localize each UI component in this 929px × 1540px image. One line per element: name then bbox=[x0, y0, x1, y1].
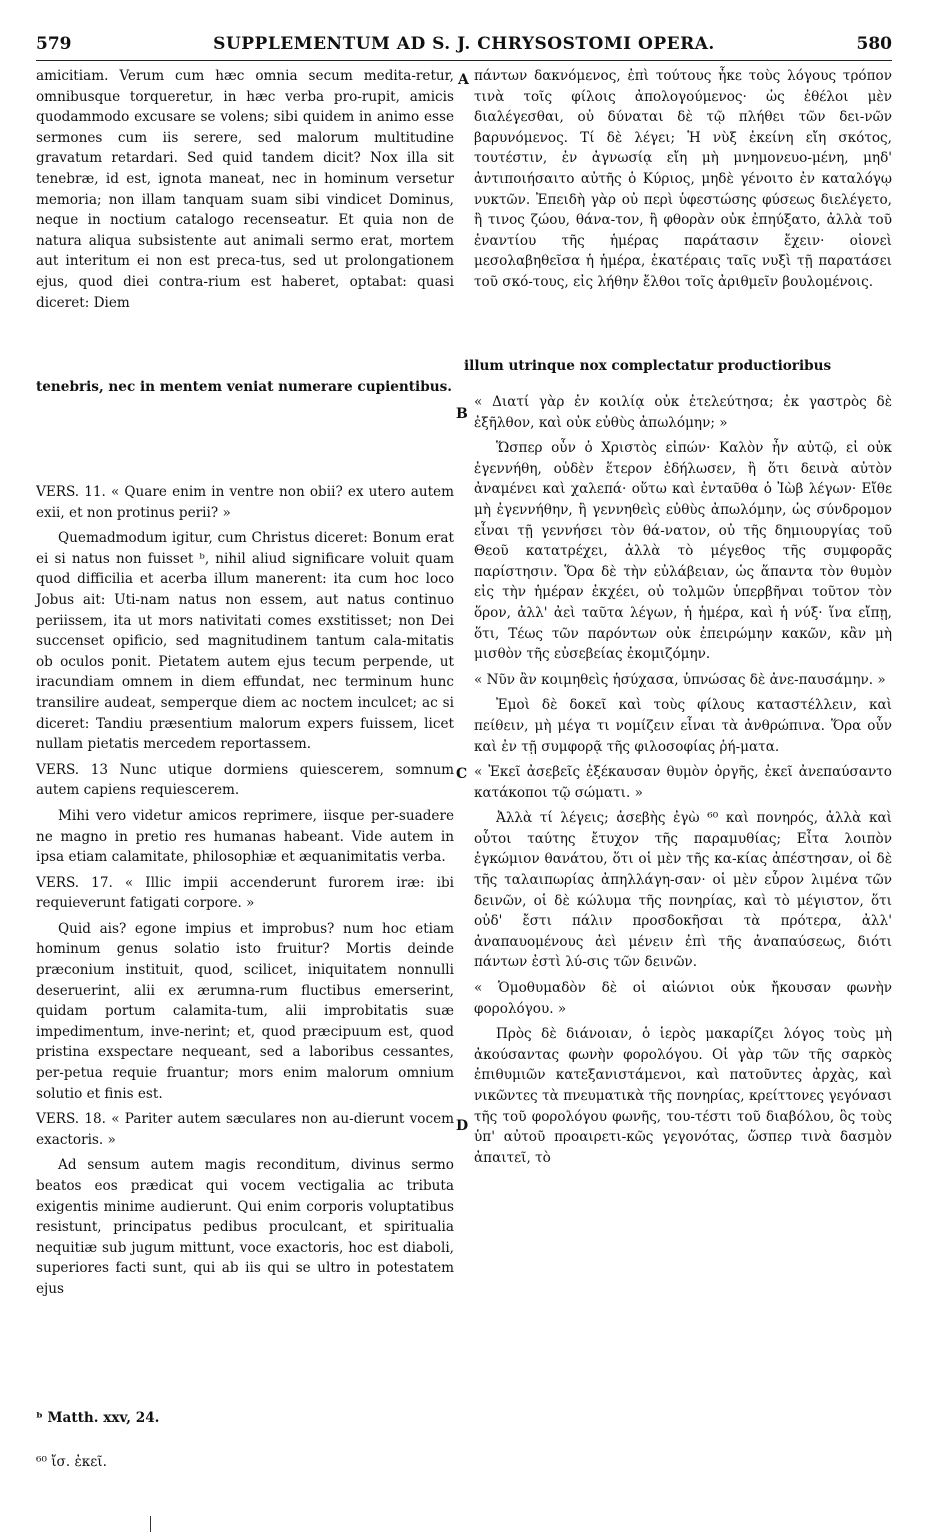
latin-paragraph: Mihi vero videtur amicos reprimere, iisque per-suadere ne magno in pretio res humanas habeant. Vide autem in ipsa etiam calamitate, philosophiæ et æquanimitatis verba. bbox=[36, 807, 454, 866]
latin-verse: VERS. 13 Nunc utique dormiens quiescerem, somnum autem capiens requiescerem. bbox=[36, 761, 454, 799]
greek-verse: « Ὁμοθυμαδὸν δὲ οἱ αἰώνιοι οὐκ ἤκουσαν φωνὴν φορολόγου. » bbox=[474, 980, 892, 1017]
latin-verse: VERS. 18. « Pariter autem sæculares non au-dierunt vocem exactoris. » bbox=[36, 1111, 454, 1148]
bottom-mark bbox=[150, 1516, 151, 1532]
margin-letter-c: C bbox=[456, 766, 468, 782]
latin-verse: VERS. 11. « Quare enim in ventre non obii? ex utero autem exii, et non protinus perii? » bbox=[36, 484, 454, 521]
latin-paragraph: Quid ais? egone impius et improbus? num hoc etiam hominum genus solatio isto fruitur? Mortis deinde præconium instituit, quod, scilicet, iniquitatem nonnulli deseruerint, alii ex ærumna-rum fluctibus emerserint, quidam portum calamita-tum, alii improbitatis suæ impedimentum, inve-nerint; et, quod præcipuum est, quod pristina exspectare nequeant, sed a laboribus cessantes, per-petua requie fruantur; mors enim malorum omnium solutio et finis est. bbox=[36, 920, 454, 1102]
greek-column bbox=[474, 66, 892, 1173]
greek-paragraph: Ἀλλὰ τί λέγεις; ἀσεβὴς ἐγὼ ⁶⁰ καὶ πονηρός, ἀλλὰ καὶ οὗτοι ταύτης ἔτυχον τῆς παραμυθίας; Εἶτα λοιπὸν ἐγκώμιον θανάτου, ὅτι οἱ μὲν τῆς κα-κίας ἀπέστησαν, οἱ δὲ τῆς ταλαιπωρίας ἀπηλλάγη-σαν· οἱ μὲν εὗρον λιμένα τῶν δεινῶν, οἱ δὲ κώλυμα τῆς πονηρίας, καὶ τὸ μέγιστον, ὅτι οὐδ' ἔστι πάλιν προσδοκῆσαι τὰ πρότερα, ἀλλ' ἀναπαυομένους ἀεὶ μένειν ἐπὶ τῆς ἀναπαύσεως, διότι πάντων ἐστὶ λύ-σις τῶν δεινῶν. bbox=[474, 810, 892, 971]
latin-paragraph: Ad sensum autem magis reconditum, divinus sermo beatos eos prædicat qui vocem vectigalia ac tributa exigentis minime audierunt. Qui enim corporis voluptatibus resistunt, principatus pedibus proculcant, et spiritualia nequitiæ sub jugum mittunt, voce exactoris, hoc est diaboli, superiores facti sunt, qui ab iis qui se ultro in potestatem ejus bbox=[36, 1157, 454, 1297]
spanning-line-next: tenebris, nec in mentem veniat numerare cupientibus. bbox=[36, 379, 452, 395]
footnote-60: ⁶⁰ ἴσ. ἐκεῖ. bbox=[36, 1454, 107, 1470]
latin-paragraph: Quemadmodum igitur, cum Christus diceret: Bonum erat ei si natus non fuisset ᵇ, nihil aliud significare voluit quam quod difficilia et acerba illum manerent: ita cum hoc loco Jobus ait: Uti-nam natus non essem, aut natus continuo periissem, ita ut mors nativitati comes exstitisset; non Dei succenset opificio, sed magnitudinem tantum cala-mitatis ob oculos ponit. Pietatem autem ejus tecum perpende, ut iracundiam omnem in diem effundat, nec terminum hunc transilire audeat, semperque diem ac noctem inculcet; ac si diceret: Tandiu præsentium malorum expers fuissem, licet nullam pietatis mercedem reportassem. bbox=[36, 530, 454, 753]
page-header bbox=[36, 30, 892, 61]
left-page-number: 579 bbox=[36, 34, 72, 54]
spanning-line-tail: illum utrinque nox complectatur productioribus bbox=[464, 358, 832, 374]
margin-letter-b: B bbox=[456, 406, 468, 422]
margin-letter-d: D bbox=[456, 1118, 469, 1134]
greek-verse: « Ἐκεῖ ἀσεβεῖς ἐξέκαυσαν θυμὸν ὀργῆς, ἐκεῖ ἀνεπαύσαντο κατάκοποι τῷ σώματι. » bbox=[474, 764, 892, 801]
latin-column bbox=[36, 66, 454, 1305]
margin-letter-a: A bbox=[458, 72, 469, 88]
greek-verse: « Νῦν ἂν κοιμηθεὶς ἡσύχασα, ὑπνώσας δὲ ἀνε-παυσάμην. » bbox=[474, 671, 886, 688]
latin-verse: VERS. 17. « Illic impii accenderunt furorem iræ: ibi requieverunt fatigati corpore. » bbox=[36, 874, 454, 912]
running-title: SUPPLEMENTUM AD S. J. CHRYSOSTOMI OPERA. bbox=[213, 34, 715, 54]
greek-verse: « Διατί γὰρ ἐν κοιλίᾳ οὐκ ἐτελεύτησα; ἐκ γαστρὸς δὲ ἐξῆλθον, καὶ οὐκ εὐθὺς ἀπωλόμην; » bbox=[474, 394, 892, 431]
latin-paragraph: amicitiam. Verum cum hæc omnia secum medita-retur, omnibusque torqueretur, in hæc verba pro-rupit, amicis quodammodo excusare se volens; sibi quidem in animo esse sermones cum iis serere, sed malorum multitudine gravatum retardari. Sed quid tandem dicit? Nox illa sit tenebræ, id est, ignota maneat, nec in hominum versetur memoria; non illam tanquam suam sibi vindicet Dominus, neque in noctium catalogo recenseatur. Et quia non de natura aliqua subsistente aut animali sermo erat, mortem aut interitum ei non est preca-tus, sed ut prolongationem ejus, quod diei contra-rium est haberet, optabat: quasi diceret: Diem bbox=[36, 68, 454, 311]
right-page-number: 580 bbox=[856, 34, 892, 54]
greek-paragraph: Ὥσπερ οὖν ὁ Χριστὸς εἰπών· Καλὸν ἦν αὐτῷ, εἰ οὐκ ἐγεννήθη, οὐδὲν ἕτερον ἐδήλωσεν, ἢ ὅτι δεινὰ αὐτὸν ἀναμένει καὶ χαλεπά· οὕτω καὶ ἐνταῦθα ὁ Ἰὼβ λέγων· Εἴθε μὴ ἐγεννήθην, ἢ γεννηθεὶς εὐθὺς ἀπωλόμην, ὡς σύνδρομον εἶναι τῇ γεννήσει τὸν θά-νατον, οὐ τῆς δημιουργίας τοῦ Θεοῦ κατατρέχει, ἀλλὰ τὸ μέγεθος τῆς συμφορᾶς παρίστησιν. Ὅρα δὲ τὴν εὐλάβειαν, ὡς ἅπαντα τὸν θυμὸν εἰς τὴν ἡμέραν ἐκχέει, οὐ τολμῶν ὑπερβῆναι τοῦτον τὸν ὅρον, ἀλλ' ἀεὶ ταῦτα λέγων, ἡ ἡμέρα, καὶ ἡ νύξ· ἵνα εἴπῃ, ὅτι, Τέως τῶν παρόντων οὐκ ἐπειρώμην κακῶν, κἂν μὴ μισθὸν τῆς εὐσεβείας ἐκομιζόμην. bbox=[474, 440, 892, 663]
footnote-b: ᵇ Matth. xxv, 24. bbox=[36, 1410, 160, 1426]
greek-paragraph: πάντων δακνόμενος, ἐπὶ τούτους ἧκε τοὺς λόγους τρόπον τινὰ τοῖς φίλοις ἀπολογούμενος· ὡς ἐθέλοι μὲν διαλέγεσθαι, οὐ δύναται δὲ τῷ πλήθει τῶν δει-νῶν βαρυνόμενος. Τί δὲ λέγει; Ἡ νὺξ ἐκείνη εἴη σκότος, τουτέστιν, ἐν ἀγνωσίᾳ εἴη μὴ μνημονευο-μένη, μηδ' ἀντιποιήσαιτο αὐτῆς ὁ Κύριος, μηδὲ γένοιτο ἐν καταλόγῳ νυκτῶν. Ἐπειδὴ γὰρ οὐ περὶ ὑφεστώσης φύσεως διελέγετο, ἢ τινος ζώου, θάνα-τον, ἢ φθορὰν οὐκ ἐπηύξατο, ἀλλὰ τοῦ ἐναντίου τῆς ἡμέρας παράτασιν ἔχειν· οἱονεὶ μεσολαβηθεῖσα ἡ ἡμέρα, ἑκατέραις ταῖς νυξὶ τῇ παρατάσει τοῦ σκό-τους, εἰς λήθην ἔλθοι τοῖς ἀριθμεῖν βουλομένοις. bbox=[474, 68, 892, 290]
greek-paragraph: Ἐμοὶ δὲ δοκεῖ καὶ τοὺς φίλους καταστέλλειν, καὶ πείθειν, μὴ μέγα τι νομίζειν εἶναι τὰ ἀνθρώπινα. Ὅρα οὖν καὶ ἐν τῇ συμφορᾷ τῆς φιλοσοφίας ῥή-ματα. bbox=[474, 697, 892, 755]
greek-paragraph: Πρὸς δὲ διάνοιαν, ὁ ἱερὸς μακαρίζει λόγος τοὺς μὴ ἀκούσαντας φωνὴν φορολόγου. Οἱ γὰρ τῶν τῆς σαρκὸς ἐπιθυμιῶν κατεξανιστάμενοι, καὶ πατοῦντες ἀρχὰς, καὶ νικῶντες τὰ πνευματικὰ τῆς πονηρίας, κρείττονες γεγόνασι τῆς τοῦ φορολόγου φωνῆς, του-τέστι τοῦ διαβόλου, ὃς τοὺς ὑπ' αὐτοῦ προαιρετι-κῶς γεγονότας, ὥσπερ τινὰ δασμὸν ἀπαιτεῖ, τὸ bbox=[474, 1026, 892, 1166]
